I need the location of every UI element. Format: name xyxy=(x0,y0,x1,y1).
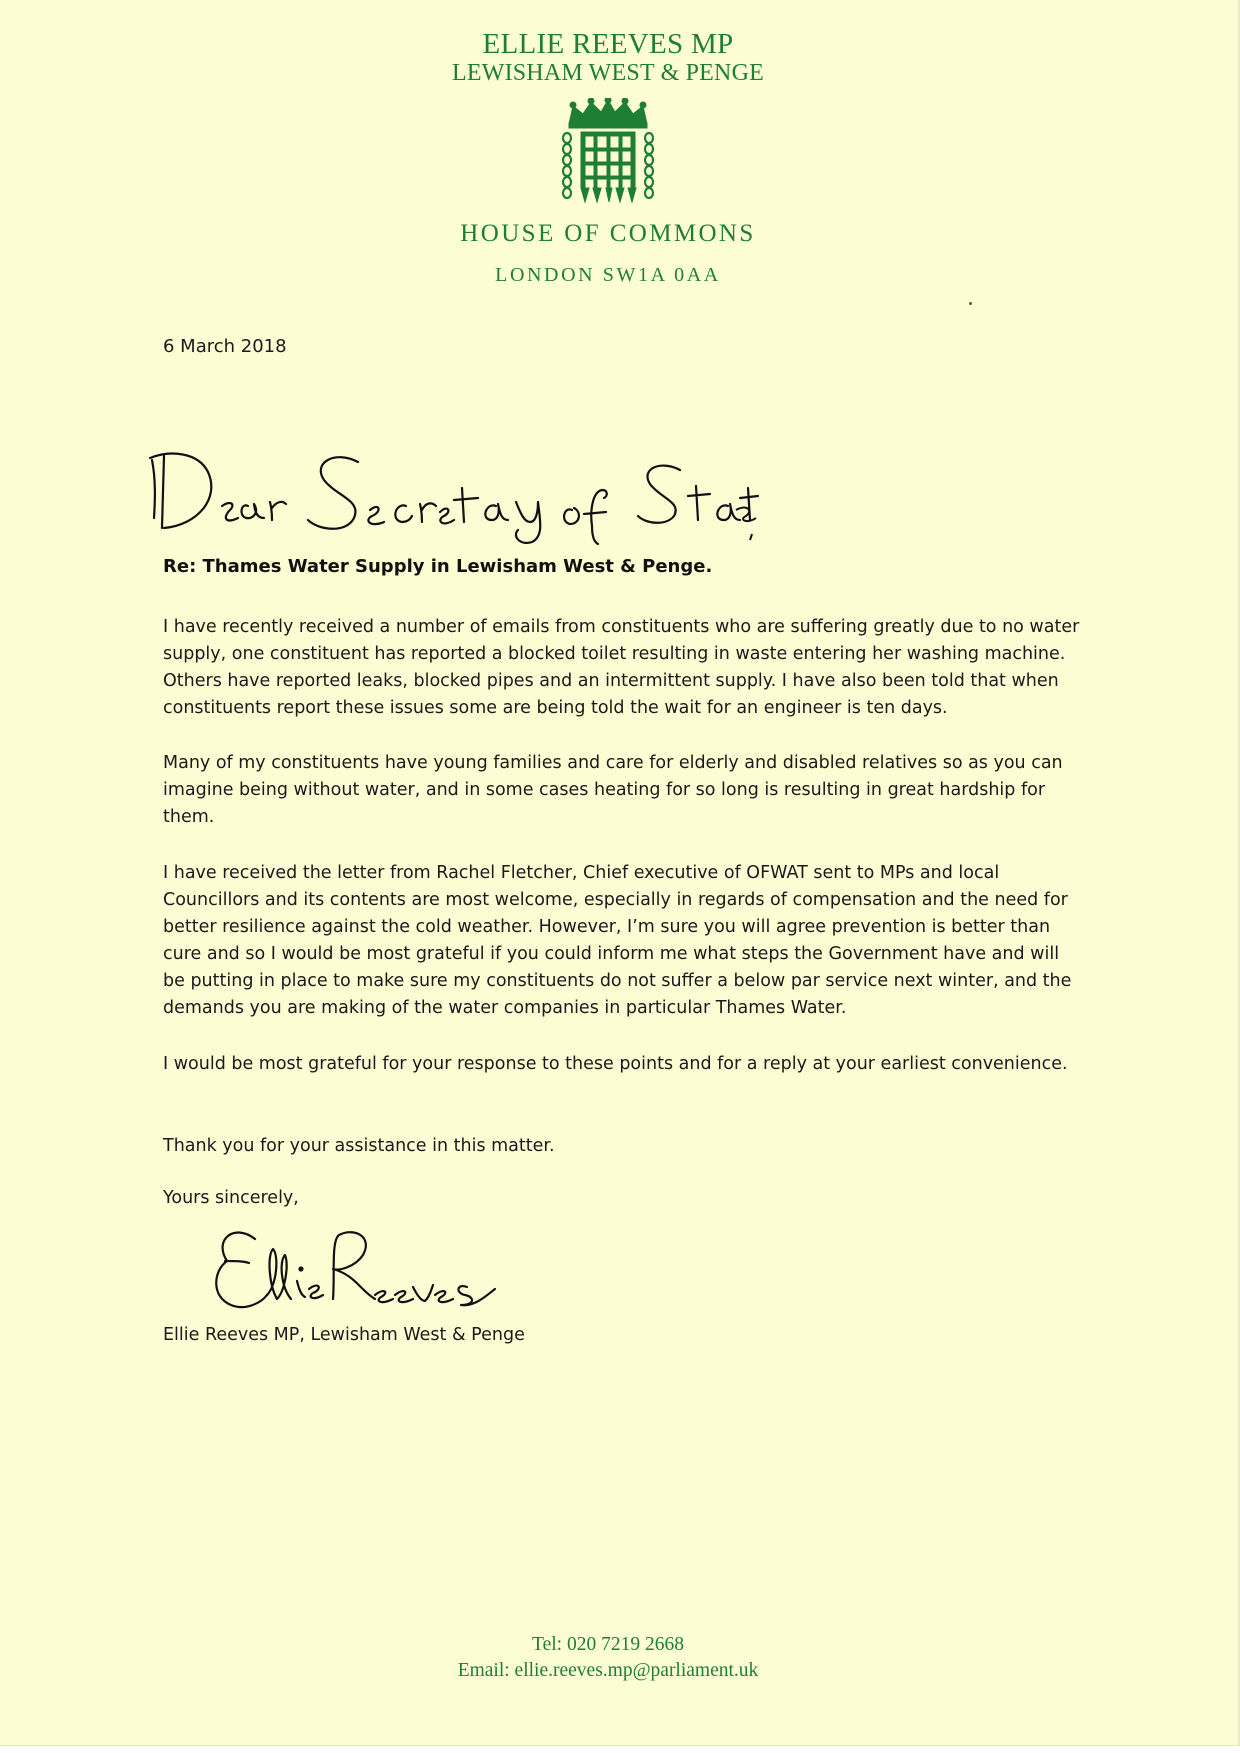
letterhead-address: LONDON SW1A 0AA xyxy=(495,264,721,286)
paper-speck xyxy=(969,302,972,305)
letter-closing: Yours sincerely, xyxy=(163,1188,299,1208)
footer-telephone: Tel: 020 7219 2668 xyxy=(532,1634,684,1655)
letter-paragraph-5: Thank you for your assistance in this matter. xyxy=(163,1136,555,1156)
letterhead-constituency: LEWISHAM WEST & PENGE xyxy=(452,60,764,86)
letterhead-house: HOUSE OF COMMONS xyxy=(460,220,756,247)
handwritten-signature xyxy=(205,1215,535,1320)
letter-paragraph-4: I would be most grateful for your response to these points and for a reply at your earliest convenience. xyxy=(163,1054,1068,1074)
letterhead-name: ELLIE REEVES MP xyxy=(482,28,734,60)
handwritten-salutation xyxy=(140,440,760,545)
letter-paragraph-3: I have received the letter from Rachel Fletcher, Chief executive of OFWAT sent to MPs and local Councillors and its contents are most welcome, especially in regards of compensation and the need for better resilience against the cold weather. However, I’m sure you will agree prevention is better than cure and so I would be most grateful if you could inform me what steps the Government have and will be putting in place to make sure my constituents do not suffer a below par service next winter, and the demands you are making of the water companies in particular Thames Water. xyxy=(163,863,1072,1018)
letter-subject: Re: Thames Water Supply in Lewisham West & Penge. xyxy=(163,556,713,577)
letter-paragraph-2: Many of my constituents have young families and care for elderly and disabled relatives so as you can imagine being without water, and in some cases heating for so long is resulting in great hardship for them. xyxy=(163,753,1063,827)
letter-date: 6 March 2018 xyxy=(163,336,287,357)
portcullis-icon xyxy=(559,98,657,206)
letter-paragraph-1: I have recently received a number of emails from constituents who are suffering greatly due to no water supply, one constituent has reported a blocked toilet resulting in waste entering her washing machine. Others have reported leaks, blocked pipes and an intermittent supply. I have also been told that when constituents report these issues some are being told the wait for an engineer is ten days. xyxy=(163,617,1080,718)
footer-email: Email: ellie.reeves.mp@parliament.uk xyxy=(457,1660,759,1681)
letter-signoff: Ellie Reeves MP, Lewisham West & Penge xyxy=(163,1325,525,1345)
